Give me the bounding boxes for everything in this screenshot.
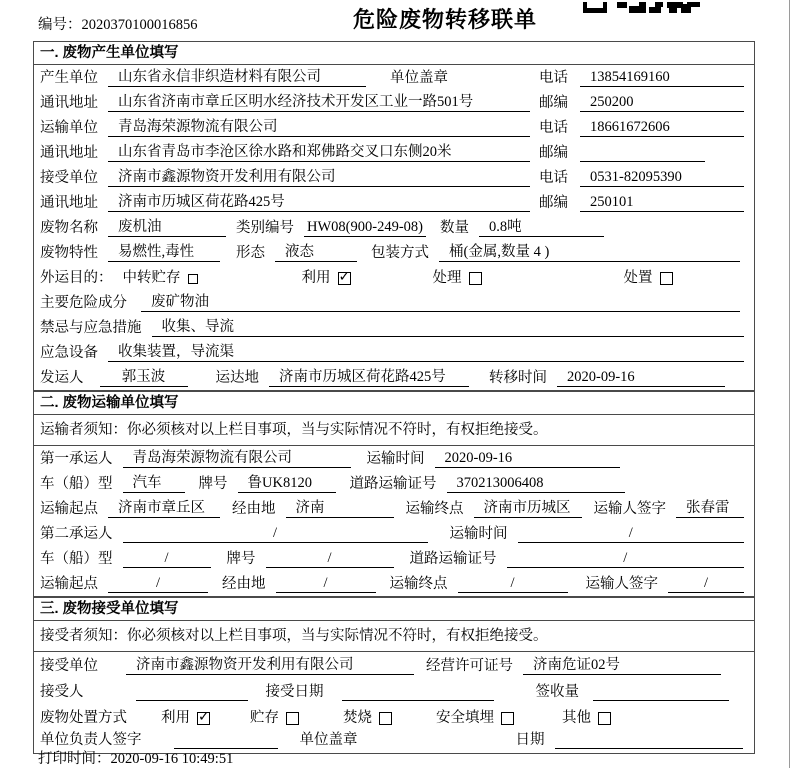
serial-number (38, 16, 198, 34)
hazard-row (34, 290, 754, 315)
disposal-method-row (34, 704, 754, 730)
receiver-zip-group (539, 192, 744, 212)
carrier1-permit-field: 370213006408 (447, 473, 625, 493)
carrier2-time-field: / (518, 523, 745, 543)
transport-time-label: 运输时间 (366, 451, 425, 467)
print-time-label: 打印时间： (38, 751, 111, 767)
consignor-label: 发运人 (40, 369, 84, 386)
utilize-checkbox (338, 272, 351, 285)
receiver-zip-field: 250101 (580, 192, 744, 212)
purpose-option-label: 处置 (623, 269, 653, 286)
transporter-signature-label: 运输人签字 (593, 501, 666, 517)
transporter-phone-group (539, 117, 744, 137)
receiver-phone-field: 0531-82095390 (580, 167, 744, 187)
carrier2-terminus-field: / (458, 573, 568, 593)
serial-label: 编号： (38, 17, 82, 33)
category-field: HW08(900-249-08) (304, 217, 426, 237)
carrier1-origin-field: 济南市章丘区 (108, 498, 220, 518)
producer-zip-group (539, 92, 744, 112)
producer-address-row (34, 90, 754, 115)
waste-name-label: 废物名称 (40, 219, 98, 236)
disposal-label: 废物处置方式 (40, 710, 127, 727)
equipment-label: 应急设备 (40, 344, 98, 361)
head-signature-field (174, 729, 278, 749)
carrier2-row (34, 521, 754, 546)
receiver-label: 接受单位 (40, 169, 98, 186)
receiver-address-row (34, 190, 754, 215)
emergency-label: 禁忌与应急措施 (40, 319, 142, 336)
purpose-row (34, 265, 754, 290)
producer-zip-field: 250200 (580, 92, 744, 112)
received-qty-field (593, 681, 729, 701)
plate-label: 牌号 (226, 551, 256, 567)
consignor-field: 郭玉波 (100, 367, 188, 387)
disposal-option-label: 焚烧 (343, 710, 372, 727)
transporter-address-field: 山东省青岛市李沧区徐水路和郑佛路交叉口东侧20米 (108, 142, 530, 162)
vehicle-type-label: 车（船）型 (40, 551, 113, 567)
carrier2-permit-field: / (507, 548, 745, 568)
unit-seal-label: 单位盖章 (299, 732, 358, 749)
receiver-person-row (34, 678, 754, 704)
transfer-time-field: 2020-09-16 (557, 367, 725, 387)
origin-label: 运输起点 (40, 501, 98, 517)
carrier2-plate-field: / (266, 548, 394, 568)
form-field: 液态 (275, 242, 357, 262)
storage-checkbox (286, 712, 299, 725)
carrier2-origin-field: / (108, 573, 208, 593)
terminus-label: 运输终点 (405, 501, 464, 517)
packaging-field: 桶(金属,数量 4 ) (439, 242, 740, 262)
treat-checkbox (469, 272, 482, 285)
carrier2-signature-field: / (668, 573, 744, 593)
disposal-option-label: 利用 (161, 710, 190, 727)
transporter-zip-group (539, 142, 744, 162)
road-permit-label: 道路运输证号 (349, 476, 437, 492)
serial-value: 2020370100016856 (81, 17, 198, 33)
disposal-option-label: 安全填埋 (436, 710, 494, 727)
category-label: 类别编号 (236, 219, 294, 236)
waste-property-row (34, 240, 754, 265)
carrier1-signature-field: 张春雷 (676, 498, 744, 518)
transport-time-label: 运输时间 (449, 526, 508, 542)
purpose-option-label: 中转贮存 (122, 269, 181, 286)
destination-label: 运达地 (215, 369, 259, 386)
incinerate-checkbox (379, 712, 392, 725)
carrier2-vehicle-row (34, 546, 754, 571)
purpose-option-label: 处理 (432, 269, 462, 286)
quantity-field: 0.8吨 (479, 217, 604, 237)
section3-heading: 三. 废物接受单位填写 (34, 596, 754, 621)
carrier2-route-row (34, 571, 754, 596)
receiver-person-label: 接受人 (40, 684, 84, 701)
receiving-unit-label: 接受单位 (40, 658, 98, 675)
carrier1-vehicle-row (34, 471, 754, 496)
carrier2-via-field: / (276, 573, 376, 593)
license-field: 济南危证02号 (523, 655, 721, 675)
form-label: 形态 (236, 244, 265, 261)
hazard-field: 废矿物油 (141, 292, 740, 312)
carrier1-via-field: 济南 (286, 498, 394, 518)
emergency-row (34, 315, 754, 340)
print-time (38, 750, 233, 768)
print-time-value: 2020-09-16 10:49:51 (110, 751, 234, 767)
page-right-edge (789, 0, 790, 768)
receive-date-label: 接受日期 (265, 684, 324, 701)
terminus-label: 运输终点 (389, 576, 448, 592)
page-title: 危险废物转移联单 (352, 7, 538, 32)
carrier2-vehicle-field: / (123, 548, 211, 568)
zip-label: 邮编 (539, 194, 568, 211)
date-label: 日期 (515, 732, 545, 749)
carrier1-vehicle-field: 汽车 (123, 473, 185, 493)
transporter-notice: 运输者须知：你必须核对以上栏目事项，当与实际情况不符时，有权拒绝接受。 (34, 415, 754, 446)
carrier1-time-field: 2020-09-16 (435, 448, 620, 468)
receiver-person-field (136, 681, 248, 701)
transporter-zip-field (580, 142, 705, 162)
phone-label: 电话 (539, 169, 568, 186)
consignor-row (34, 365, 754, 390)
license-label: 经营许可证号 (426, 658, 513, 675)
receiving-unit-field: 济南市鑫源物资开发利用有限公司 (126, 655, 414, 675)
receiver-row (34, 165, 754, 190)
carrier1-field: 青岛海荣源物流有限公司 (123, 448, 351, 468)
emergency-field: 收集、导流 (152, 317, 745, 337)
carrier1-route-row (34, 496, 754, 521)
zip-label: 邮编 (539, 94, 568, 111)
transporter-label: 运输单位 (40, 119, 98, 136)
receiver-address-field: 济南市历城区荷花路425号 (108, 192, 530, 212)
utilize-checkbox (197, 712, 210, 725)
receiver-notice: 接受者须知：你必须核对以上栏目事项，当与实际情况不符时，有权拒绝接受。 (34, 621, 754, 652)
destination-field: 济南市历城区荷花路425号 (269, 367, 469, 387)
road-permit-label: 道路运输证号 (409, 551, 497, 567)
transporter-signature-label: 运输人签字 (585, 576, 658, 592)
vehicle-type-label: 车（船）型 (40, 476, 113, 492)
origin-label: 运输起点 (40, 576, 98, 592)
plate-label: 牌号 (198, 476, 228, 492)
phone-label: 电话 (539, 119, 568, 136)
transit-storage-checkbox (188, 274, 198, 284)
receive-date-field (342, 681, 494, 701)
received-qty-label: 签收量 (535, 684, 579, 701)
address-label: 通讯地址 (40, 94, 98, 111)
producer-row (34, 65, 754, 90)
producer-address-field: 山东省济南市章丘区明水经济技术开发区工业一路501号 (108, 92, 530, 112)
transporter-phone-field: 18661672606 (580, 117, 744, 137)
waste-name-field: 废机油 (108, 217, 226, 237)
other-checkbox (598, 712, 611, 725)
date-field (555, 729, 743, 749)
section2-heading: 二. 废物运输单位填写 (34, 390, 754, 415)
receiver-phone-group (539, 167, 744, 187)
producer-phone-group (539, 67, 744, 87)
quantity-label: 数量 (440, 219, 469, 236)
transfer-form-table (33, 41, 755, 754)
head-signature-label: 单位负责人签字 (40, 732, 142, 749)
receiver-field: 济南市鑫源物资开发利用有限公司 (108, 167, 530, 187)
phone-label: 电话 (539, 69, 568, 86)
dispose-checkbox (660, 272, 673, 285)
transporter-field: 青岛海荣源物流有限公司 (108, 117, 530, 137)
carrier2-field: / (123, 523, 428, 543)
disposal-option-label: 贮存 (250, 710, 279, 727)
carrier1-terminus-field: 济南市历城区 (474, 498, 582, 518)
carrier2-label: 第二承运人 (40, 526, 113, 542)
receiving-unit-row (34, 652, 754, 678)
packaging-label: 包装方式 (371, 244, 429, 261)
property-label: 废物特性 (40, 244, 98, 261)
zip-label: 邮编 (539, 144, 568, 161)
qr-code-fragment-icon (583, 0, 700, 11)
via-label: 经由地 (232, 501, 276, 517)
property-field: 易燃性,毒性 (108, 242, 220, 262)
waste-name-row (34, 215, 754, 240)
transporter-address-row (34, 140, 754, 165)
purpose-label: 外运目的： (40, 269, 113, 286)
transporter-row (34, 115, 754, 140)
equipment-field: 收集装置，导流渠 (108, 342, 744, 362)
hazard-label: 主要危险成分 (40, 294, 127, 311)
address-label: 通讯地址 (40, 194, 98, 211)
address-label: 通讯地址 (40, 144, 98, 161)
landfill-checkbox (501, 712, 514, 725)
transfer-time-label: 转移时间 (489, 369, 547, 386)
equipment-row (34, 340, 754, 365)
purpose-option-label: 利用 (301, 269, 331, 286)
carrier1-plate-field: 鲁UK8120 (238, 473, 336, 493)
producer-phone-field: 13854169160 (580, 67, 744, 87)
disposal-option-label: 其他 (562, 710, 591, 727)
producer-label: 产生单位 (40, 69, 98, 86)
carrier1-label: 第一承运人 (40, 451, 113, 467)
producer-field: 山东省永信非织造材料有限公司 (108, 67, 366, 87)
section1-heading: 一. 废物产生单位填写 (34, 42, 754, 65)
unit-seal-label: 单位盖章 (390, 69, 448, 86)
carrier1-row (34, 446, 754, 471)
via-label: 经由地 (222, 576, 266, 592)
